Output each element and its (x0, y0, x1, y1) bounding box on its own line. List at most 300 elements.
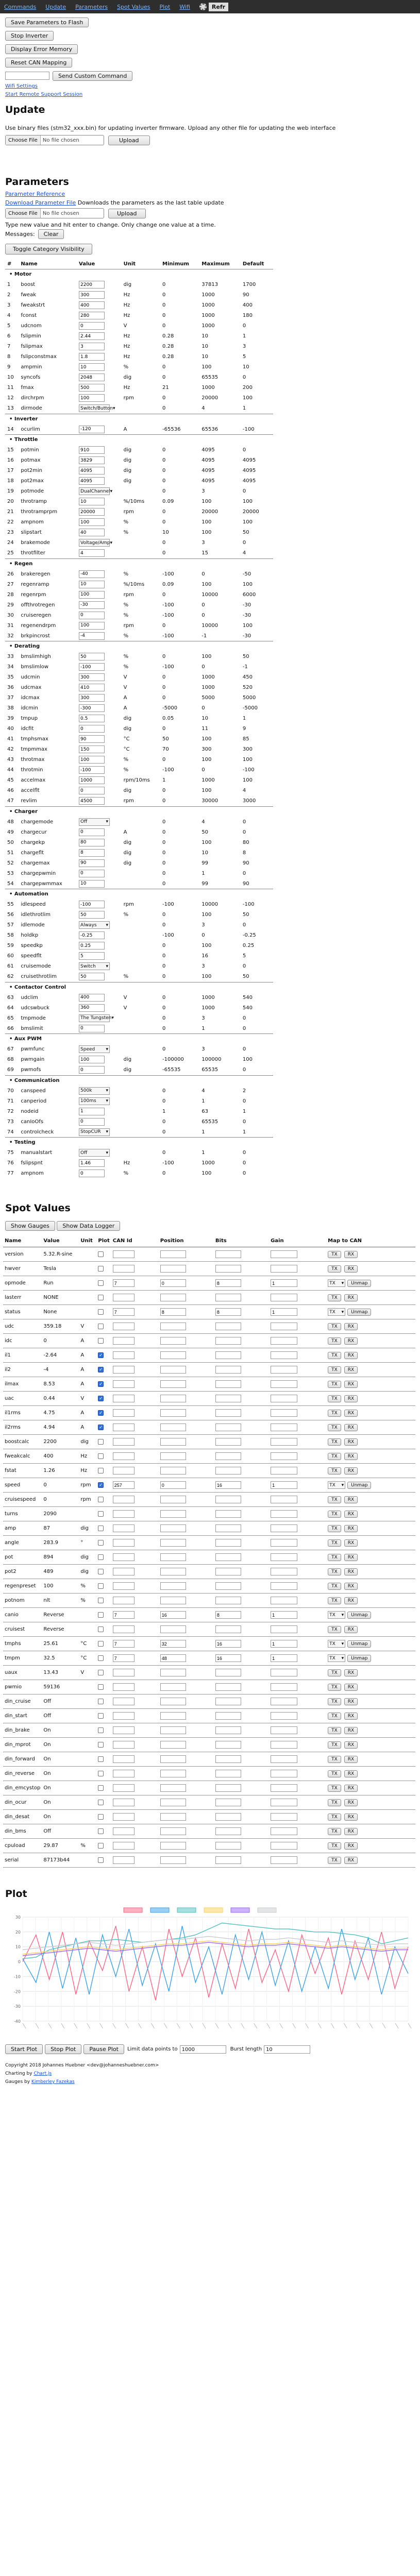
bits-input[interactable] (215, 1380, 241, 1388)
download-parameter-file-link[interactable]: Download Parameter File (5, 199, 76, 206)
param-value-input[interactable] (79, 684, 105, 691)
bits-input[interactable] (215, 1452, 241, 1460)
plot-checkbox[interactable] (98, 1338, 104, 1344)
can-id-input[interactable] (113, 1423, 135, 1431)
param-value-input[interactable] (79, 508, 105, 516)
plot-checkbox[interactable] (98, 1453, 104, 1459)
plot-checkbox[interactable] (98, 1771, 104, 1776)
position-input[interactable] (160, 1698, 186, 1705)
gauges-author-link[interactable]: Kimberley Fazekas (31, 2079, 75, 2084)
position-input[interactable] (160, 1496, 186, 1503)
param-value-input[interactable] (79, 994, 105, 1002)
param-value-input[interactable] (79, 766, 105, 774)
gain-input[interactable] (271, 1351, 297, 1359)
param-value-select[interactable] (79, 921, 110, 929)
bits-input[interactable] (215, 1265, 241, 1273)
can-id-input[interactable] (113, 1669, 135, 1676)
gain-input[interactable] (271, 1856, 297, 1864)
bits-input[interactable] (215, 1409, 241, 1417)
can-id-input[interactable] (113, 1654, 135, 1662)
bits-input[interactable] (215, 1741, 241, 1749)
plot-checkbox[interactable] (98, 1583, 104, 1589)
command-button-display-error-memory[interactable]: Display Error Memory (5, 44, 78, 54)
position-input[interactable] (160, 1438, 186, 1446)
position-input[interactable] (160, 1308, 186, 1316)
map-rx-button[interactable]: RX (344, 1684, 358, 1691)
can-id-input[interactable] (113, 1395, 135, 1402)
map-rx-button[interactable]: RX (344, 1410, 358, 1417)
map-rx-button[interactable]: RX (344, 1424, 358, 1431)
map-tx-button[interactable]: TX (328, 1626, 341, 1633)
param-value-input[interactable] (79, 1004, 105, 1012)
category-label[interactable] (5, 1138, 273, 1148)
plot-checkbox[interactable] (98, 1699, 104, 1704)
param-value-input[interactable] (79, 870, 105, 877)
custom-command-input[interactable] (5, 72, 49, 80)
gain-input[interactable] (271, 1669, 297, 1676)
map-tx-button[interactable]: TX (328, 1294, 341, 1301)
param-value-input[interactable] (79, 498, 105, 505)
bits-input[interactable] (215, 1654, 241, 1662)
unmap-button[interactable]: Unmap (347, 1482, 371, 1489)
chartjs-link[interactable]: Chart.js (33, 2071, 52, 2076)
gain-input[interactable] (271, 1250, 297, 1258)
position-input[interactable] (160, 1524, 186, 1532)
gain-input[interactable] (271, 1813, 297, 1821)
can-id-input[interactable] (113, 1323, 135, 1330)
param-value-input[interactable] (79, 467, 105, 474)
can-id-input[interactable] (113, 1813, 135, 1821)
param-value-select[interactable] (79, 1128, 110, 1136)
bits-input[interactable] (215, 1640, 241, 1648)
refresh-toggle[interactable]: Refr (209, 3, 228, 11)
param-value-input[interactable] (79, 477, 105, 485)
bits-input[interactable] (215, 1582, 241, 1590)
map-tx-button[interactable]: TX (328, 1496, 341, 1503)
param-value-input[interactable] (79, 343, 105, 350)
can-id-input[interactable] (113, 1799, 135, 1806)
bits-input[interactable] (215, 1625, 241, 1633)
can-id-input[interactable] (113, 1510, 135, 1518)
category-row[interactable] (5, 558, 273, 569)
param-value-input[interactable] (79, 849, 105, 857)
bits-input[interactable] (215, 1308, 241, 1316)
gain-input[interactable] (271, 1698, 297, 1705)
gain-input[interactable] (271, 1842, 297, 1850)
parameter-reference-link[interactable]: Parameter Reference (5, 191, 65, 197)
plot-checkbox[interactable] (98, 1814, 104, 1820)
plot-checkbox[interactable] (98, 1526, 104, 1531)
can-id-input[interactable] (113, 1856, 135, 1864)
plot-checkbox[interactable] (98, 1670, 104, 1675)
param-value-input[interactable] (79, 735, 105, 743)
map-rx-button[interactable]: RX (344, 1770, 358, 1777)
param-value-input[interactable] (79, 363, 105, 371)
category-label[interactable] (5, 269, 273, 280)
command-link-start-remote-support-session[interactable]: Start Remote Support Session (5, 92, 83, 97)
map-tx-button[interactable]: TX (328, 1424, 341, 1431)
plot-checkbox[interactable] (98, 1569, 104, 1574)
param-value-input[interactable] (79, 1025, 105, 1032)
param-value-input[interactable] (79, 1108, 105, 1115)
bits-input[interactable] (215, 1323, 241, 1330)
map-direction-select[interactable] (328, 1481, 345, 1489)
category-row[interactable] (5, 435, 273, 445)
can-id-input[interactable] (113, 1438, 135, 1446)
map-tx-button[interactable]: TX (328, 1511, 341, 1518)
plot-checkbox[interactable] (98, 1554, 104, 1560)
position-input[interactable] (160, 1582, 186, 1590)
can-id-input[interactable] (113, 1582, 135, 1590)
plot-checkbox[interactable] (98, 1540, 104, 1546)
position-input[interactable] (160, 1712, 186, 1720)
param-value-input[interactable] (79, 301, 105, 309)
clear-messages-button[interactable]: Clear (38, 229, 64, 239)
gain-input[interactable] (271, 1510, 297, 1518)
can-id-input[interactable] (113, 1308, 135, 1316)
map-tx-button[interactable]: TX (328, 1366, 341, 1374)
param-value-input[interactable] (79, 322, 105, 330)
position-input[interactable] (160, 1323, 186, 1330)
plot-checkbox[interactable] (98, 1439, 104, 1445)
map-rx-button[interactable]: RX (344, 1323, 358, 1330)
plot-checkbox[interactable] (98, 1425, 104, 1430)
can-id-input[interactable] (113, 1496, 135, 1503)
upload-button[interactable]: Upload (108, 135, 150, 145)
plot-checkbox[interactable] (98, 1497, 104, 1502)
gain-input[interactable] (271, 1712, 297, 1720)
param-value-select[interactable] (79, 539, 110, 547)
nav-link-wifi[interactable]: Wifi (179, 3, 190, 10)
param-value-input[interactable] (79, 394, 105, 402)
map-rx-button[interactable]: RX (344, 1698, 358, 1705)
param-value-input[interactable] (79, 612, 105, 619)
map-tx-button[interactable]: TX (328, 1251, 341, 1258)
map-rx-button[interactable]: RX (344, 1352, 358, 1359)
gain-input[interactable] (271, 1265, 297, 1273)
gain-input[interactable] (271, 1770, 297, 1777)
param-value-input[interactable] (79, 632, 105, 640)
map-rx-button[interactable]: RX (344, 1568, 358, 1575)
map-tx-button[interactable]: TX (328, 1857, 341, 1864)
plot-checkbox[interactable] (98, 1468, 104, 1473)
param-value-input[interactable] (79, 281, 105, 289)
param-value-input[interactable] (79, 797, 105, 805)
can-id-input[interactable] (113, 1640, 135, 1648)
map-tx-button[interactable]: TX (328, 1337, 341, 1345)
param-value-select[interactable] (79, 404, 115, 412)
gain-input[interactable] (271, 1654, 297, 1662)
position-input[interactable] (160, 1669, 186, 1676)
position-input[interactable] (160, 1827, 186, 1835)
map-tx-button[interactable]: TX (328, 1539, 341, 1547)
position-input[interactable] (160, 1294, 186, 1301)
map-tx-button[interactable]: TX (328, 1352, 341, 1359)
param-value-input[interactable] (79, 745, 105, 753)
bits-input[interactable] (215, 1597, 241, 1604)
plot-checkbox[interactable] (98, 1251, 104, 1257)
param-upload-button[interactable]: Upload (108, 209, 146, 218)
map-tx-button[interactable]: TX (328, 1525, 341, 1532)
map-rx-button[interactable]: RX (344, 1467, 358, 1475)
param-value-input[interactable] (79, 591, 105, 599)
can-id-input[interactable] (113, 1409, 135, 1417)
map-tx-button[interactable]: TX (328, 1741, 341, 1749)
param-value-input[interactable] (79, 1056, 105, 1063)
category-row[interactable] (5, 641, 273, 652)
category-row[interactable] (5, 414, 273, 424)
param-choose-file-button[interactable]: Choose File (6, 209, 41, 218)
param-value-select[interactable] (79, 1097, 110, 1105)
gain-input[interactable] (271, 1452, 297, 1460)
position-input[interactable] (160, 1842, 186, 1850)
map-tx-button[interactable]: TX (328, 1828, 341, 1835)
can-id-input[interactable] (113, 1380, 135, 1388)
position-input[interactable] (160, 1265, 186, 1273)
bits-input[interactable] (215, 1510, 241, 1518)
map-rx-button[interactable]: RX (344, 1814, 358, 1821)
param-value-input[interactable] (79, 353, 105, 361)
gain-input[interactable] (271, 1438, 297, 1446)
plot-checkbox[interactable] (98, 1756, 104, 1762)
param-value-input[interactable] (79, 704, 105, 712)
can-id-input[interactable] (113, 1351, 135, 1359)
param-value-input[interactable] (79, 756, 105, 764)
can-id-input[interactable] (113, 1698, 135, 1705)
position-input[interactable] (160, 1380, 186, 1388)
map-tx-button[interactable]: TX (328, 1713, 341, 1720)
start-plot-button[interactable]: Start Plot (5, 2044, 43, 2054)
legend-swatch[interactable] (150, 1908, 169, 1912)
map-rx-button[interactable]: RX (344, 1857, 358, 1864)
position-input[interactable] (160, 1770, 186, 1777)
map-tx-button[interactable]: TX (328, 1381, 341, 1388)
map-rx-button[interactable]: RX (344, 1511, 358, 1518)
bits-input[interactable] (215, 1553, 241, 1561)
map-tx-button[interactable]: TX (328, 1799, 341, 1806)
nav-link-plot[interactable]: Plot (159, 3, 171, 10)
bits-input[interactable] (215, 1726, 241, 1734)
plot-checkbox[interactable] (98, 1598, 104, 1603)
unmap-button[interactable]: Unmap (347, 1280, 371, 1287)
bits-input[interactable] (215, 1279, 241, 1287)
map-rx-button[interactable]: RX (344, 1626, 358, 1633)
position-input[interactable] (160, 1337, 186, 1345)
param-value-input[interactable] (79, 518, 105, 526)
can-id-input[interactable] (113, 1279, 135, 1287)
gain-input[interactable] (271, 1597, 297, 1604)
param-value-select[interactable] (79, 818, 110, 826)
plot-checkbox[interactable] (98, 1641, 104, 1647)
plot-checkbox[interactable] (98, 1381, 104, 1387)
map-rx-button[interactable]: RX (344, 1251, 358, 1258)
bits-input[interactable] (215, 1481, 241, 1489)
gain-input[interactable] (271, 1423, 297, 1431)
command-link-wifi-settings[interactable]: Wifi Settings (5, 83, 38, 89)
position-input[interactable] (160, 1279, 186, 1287)
map-tx-button[interactable]: TX (328, 1583, 341, 1590)
bits-input[interactable] (215, 1294, 241, 1301)
unmap-button[interactable]: Unmap (347, 1309, 371, 1316)
param-value-input[interactable] (79, 529, 105, 536)
plot-checkbox[interactable] (98, 1280, 104, 1286)
map-tx-button[interactable]: TX (328, 1770, 341, 1777)
map-rx-button[interactable]: RX (344, 1453, 358, 1460)
plot-checkbox[interactable] (98, 1482, 104, 1488)
position-input[interactable] (160, 1366, 186, 1374)
map-rx-button[interactable]: RX (344, 1539, 358, 1547)
plot-checkbox[interactable] (98, 1367, 104, 1372)
plot-checkbox[interactable] (98, 1785, 104, 1791)
map-rx-button[interactable]: RX (344, 1525, 358, 1532)
param-value-input[interactable] (79, 673, 105, 681)
param-value-input[interactable] (79, 653, 105, 660)
gain-input[interactable] (271, 1611, 297, 1619)
unmap-button[interactable]: Unmap (347, 1655, 371, 1662)
bits-input[interactable] (215, 1698, 241, 1705)
map-rx-button[interactable]: RX (344, 1842, 358, 1850)
can-id-input[interactable] (113, 1842, 135, 1850)
gain-input[interactable] (271, 1279, 297, 1287)
bits-input[interactable] (215, 1366, 241, 1374)
send-custom-command-button[interactable]: Send Custom Command (53, 71, 132, 81)
param-value-select[interactable] (79, 1045, 110, 1053)
limit-input[interactable]: 1000 (180, 2045, 226, 2054)
gain-input[interactable] (271, 1539, 297, 1547)
gain-input[interactable] (271, 1337, 297, 1345)
gain-input[interactable] (271, 1784, 297, 1792)
position-input[interactable] (160, 1654, 186, 1662)
position-input[interactable] (160, 1395, 186, 1402)
param-value-input[interactable] (79, 1066, 105, 1074)
param-value-select[interactable] (79, 487, 113, 495)
param-value-input[interactable] (79, 581, 105, 588)
position-input[interactable] (160, 1597, 186, 1604)
gain-input[interactable] (271, 1799, 297, 1806)
category-row[interactable] (5, 269, 273, 280)
can-id-input[interactable] (113, 1452, 135, 1460)
can-id-input[interactable] (113, 1539, 135, 1547)
can-id-input[interactable] (113, 1337, 135, 1345)
choose-file-button[interactable]: Choose File (6, 135, 41, 145)
category-label[interactable] (5, 558, 273, 569)
bits-input[interactable] (215, 1813, 241, 1821)
map-rx-button[interactable]: RX (344, 1265, 358, 1273)
plot-checkbox[interactable] (98, 1396, 104, 1401)
position-input[interactable] (160, 1553, 186, 1561)
category-label[interactable] (5, 806, 273, 817)
plot-checkbox[interactable] (98, 1742, 104, 1748)
param-value-input[interactable] (79, 942, 105, 950)
bits-input[interactable] (215, 1842, 241, 1850)
bits-input[interactable] (215, 1423, 241, 1431)
command-button-stop-inverter[interactable]: Stop Inverter (5, 31, 54, 41)
map-rx-button[interactable]: RX (344, 1366, 358, 1374)
position-input[interactable] (160, 1452, 186, 1460)
map-rx-button[interactable]: RX (344, 1799, 358, 1806)
param-value-input[interactable] (79, 828, 105, 836)
param-value-input[interactable] (79, 880, 105, 888)
unmap-button[interactable]: Unmap (347, 1612, 371, 1619)
param-value-input[interactable] (79, 312, 105, 319)
param-value-input[interactable] (79, 384, 105, 392)
param-value-input[interactable] (79, 952, 105, 960)
category-row[interactable] (5, 889, 273, 900)
param-value-input[interactable] (79, 725, 105, 733)
bits-input[interactable] (215, 1611, 241, 1619)
bits-input[interactable] (215, 1337, 241, 1345)
map-tx-button[interactable]: TX (328, 1669, 341, 1676)
map-rx-button[interactable]: RX (344, 1741, 358, 1749)
plot-checkbox[interactable] (98, 1857, 104, 1863)
bits-input[interactable] (215, 1496, 241, 1503)
parameter-file-input[interactable] (5, 208, 104, 218)
param-value-select[interactable] (79, 962, 110, 970)
category-label[interactable] (5, 414, 273, 424)
param-value-input[interactable] (79, 622, 105, 630)
category-row[interactable] (5, 806, 273, 817)
map-rx-button[interactable]: RX (344, 1395, 358, 1402)
map-tx-button[interactable]: TX (328, 1467, 341, 1475)
nav-link-update[interactable]: Update (45, 3, 66, 10)
bits-input[interactable] (215, 1770, 241, 1777)
can-id-input[interactable] (113, 1784, 135, 1792)
legend-swatch[interactable] (124, 1908, 142, 1912)
can-id-input[interactable] (113, 1366, 135, 1374)
param-value-input[interactable] (79, 1159, 105, 1167)
map-rx-button[interactable]: RX (344, 1727, 358, 1734)
gain-input[interactable] (271, 1582, 297, 1590)
position-input[interactable] (160, 1784, 186, 1792)
map-rx-button[interactable]: RX (344, 1554, 358, 1561)
bits-input[interactable] (215, 1856, 241, 1864)
category-label[interactable] (5, 435, 273, 445)
plot-checkbox[interactable] (98, 1713, 104, 1719)
can-id-input[interactable] (113, 1741, 135, 1749)
bits-input[interactable] (215, 1395, 241, 1402)
legend-swatch[interactable] (258, 1908, 276, 1912)
map-tx-button[interactable]: TX (328, 1842, 341, 1850)
param-value-input[interactable] (79, 787, 105, 794)
plot-checkbox[interactable] (98, 1655, 104, 1661)
bits-input[interactable] (215, 1827, 241, 1835)
category-label[interactable] (5, 641, 273, 652)
param-value-input[interactable] (79, 446, 105, 454)
param-value-input[interactable] (79, 859, 105, 867)
plot-checkbox[interactable] (98, 1324, 104, 1329)
map-tx-button[interactable]: TX (328, 1785, 341, 1792)
gain-input[interactable] (271, 1380, 297, 1388)
gain-input[interactable] (271, 1496, 297, 1503)
param-value-select[interactable] (79, 1014, 114, 1022)
gain-input[interactable] (271, 1741, 297, 1749)
map-rx-button[interactable]: RX (344, 1785, 358, 1792)
bits-input[interactable] (215, 1683, 241, 1691)
can-id-input[interactable] (113, 1712, 135, 1720)
map-rx-button[interactable]: RX (344, 1496, 358, 1503)
position-input[interactable] (160, 1467, 186, 1475)
map-tx-button[interactable]: TX (328, 1554, 341, 1561)
nav-link-commands[interactable]: Commands (4, 3, 37, 10)
param-value-input[interactable] (79, 291, 105, 299)
position-input[interactable] (160, 1409, 186, 1417)
can-id-input[interactable] (113, 1625, 135, 1633)
gain-input[interactable] (271, 1755, 297, 1763)
gain-input[interactable] (271, 1524, 297, 1532)
param-value-input[interactable] (79, 715, 105, 722)
param-value-select[interactable] (79, 1149, 110, 1157)
map-rx-button[interactable]: RX (344, 1294, 358, 1301)
